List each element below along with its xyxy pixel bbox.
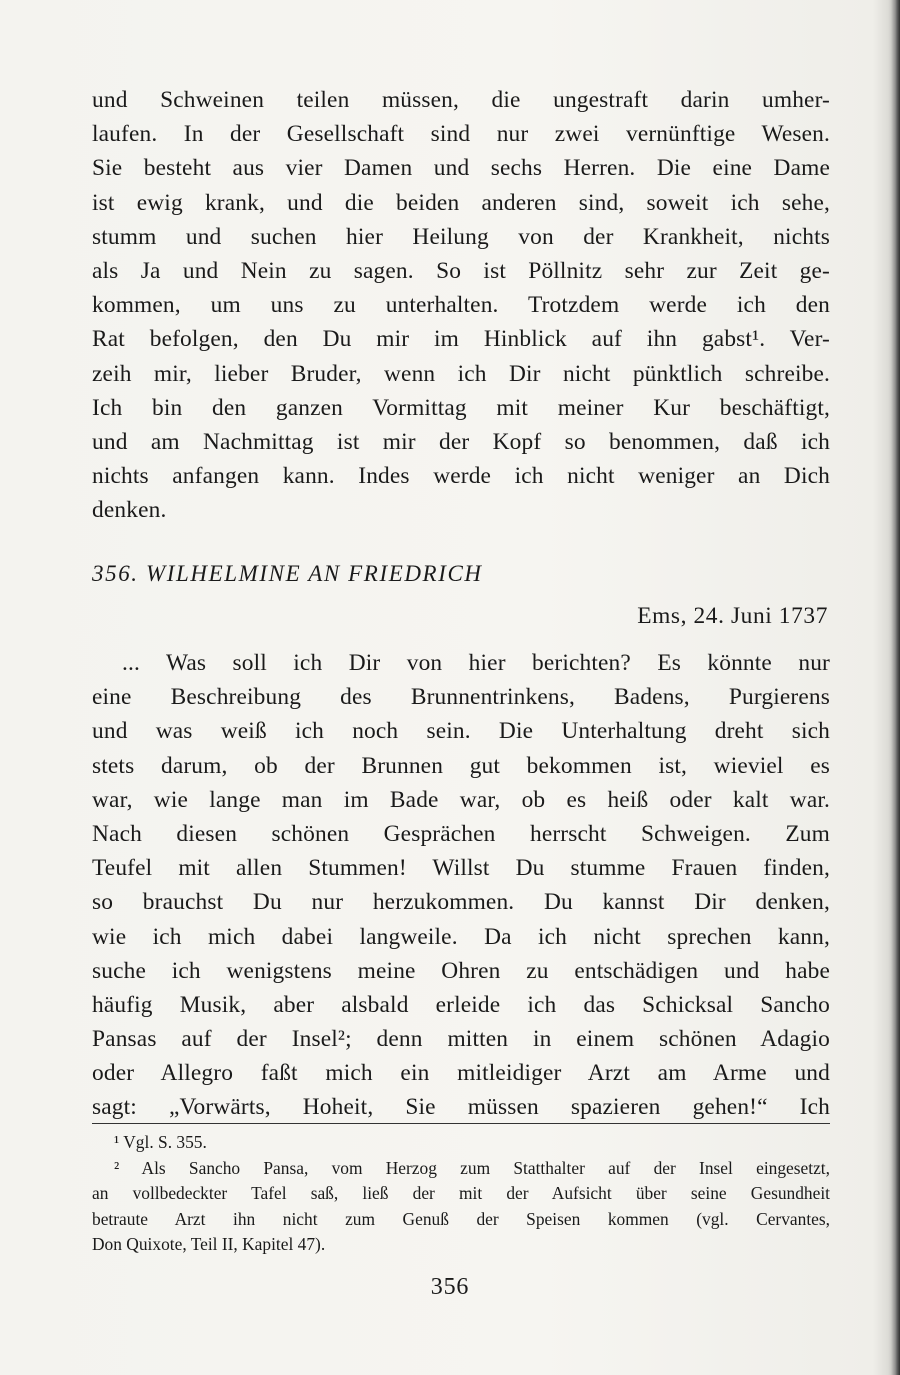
text-line: stets darum, ob der Brunnen gut bekommen ist, wieviel es [92, 752, 830, 779]
text-line: so brauchst Du nur herzukommen. Du kannst Dir denken, [92, 889, 830, 916]
text-line: nichts anfangen kann. Indes werde ich nicht weniger an Dich [92, 463, 830, 490]
text-line: Ich bin den ganzen Vormittag mit meiner Kur beschäftigt, [92, 394, 830, 421]
text-line: häufig Musik, aber alsbald erleide ich das Schicksal Sancho [92, 991, 830, 1018]
page-edge-shadow [888, 0, 900, 1375]
footnote-2-line: ² Als Sancho Pansa, vom Herzog zum Statthalter auf der Insel eingesetzt, [114, 1157, 830, 1178]
text-line: kommen, um uns zu unterhalten. Trotzdem werde ich den [92, 292, 830, 319]
text-line: ... Was soll ich Dir von hier berichten? Es könnte nur [122, 650, 830, 676]
footnote-2-line: betraute Arzt ihn nicht zum Genuß der Speisen kommen (vgl. Cervantes, [92, 1208, 830, 1229]
text-line: denken. [92, 497, 167, 524]
footnote-2-line: Don Quixote, Teil II, Kapitel 47). [92, 1234, 326, 1255]
text-line: ist ewig krank, und die beiden anderen sind, soweit ich sehe, [92, 189, 830, 216]
text-line: laufen. In der Gesellschaft sind nur zwei vernünftige Wesen. [92, 121, 830, 148]
text-line: eine Beschreibung des Brunnentrinkens, Badens, Purgierens [92, 684, 830, 711]
footnote-2-line: an vollbedeckter Tafel saß, ließ der mit der Aufsicht über seine Gesundheit [92, 1183, 830, 1204]
text-line: oder Allegro faßt mich ein mitleidiger Arzt am Arme und [92, 1060, 830, 1087]
text-line: sagt: „Vorwärts, Hoheit, Sie müssen spazieren gehen!“ Ich [92, 1094, 830, 1121]
text-line: und am Nachmittag ist mir der Kopf so benommen, daß ich [92, 428, 830, 455]
letter-text-continued [92, 83, 830, 527]
footnotes [92, 1130, 830, 1258]
text-line: Nach diesen schönen Gesprächen herrscht Schweigen. Zum [92, 820, 830, 847]
text-line: stumm und suchen hier Heilung von der Krankheit, nichts [92, 223, 830, 250]
text-line: war, wie lange man im Bade war, ob es heiß oder kalt war. [92, 786, 830, 813]
text-line: Pansas auf der Insel²; denn mitten in einem schönen Adagio [92, 1026, 830, 1053]
text-line: wie ich mich dabei langweile. Da ich nicht sprechen kann, [92, 923, 830, 950]
text-line: als Ja und Nein zu sagen. So ist Pöllnitz sehr zur Zeit ge- [92, 257, 830, 284]
letter-text [92, 646, 830, 1125]
footnote-divider [92, 1123, 830, 1124]
letter-dateline: Ems, 24. Juni 1737 [637, 603, 828, 629]
letter-heading: 356. WILHELMINE AN FRIEDRICH [92, 561, 483, 586]
footnote-1: ¹ Vgl. S. 355. [114, 1132, 207, 1152]
page-number: 356 [430, 1274, 470, 1300]
text-line: und Schweinen teilen müssen, die ungestraft darin umher- [92, 87, 830, 113]
text-line: Sie besteht aus vier Damen und sechs Herren. Die eine Dame [92, 155, 830, 182]
text-line: suche ich wenigstens meine Ohren zu entschädigen und habe [92, 957, 830, 984]
text-line: zeih mir, lieber Bruder, wenn ich Dir nicht pünktlich schreibe. [92, 360, 830, 387]
text-line: Teufel mit allen Stummen! Willst Du stumme Frauen finden, [92, 855, 830, 882]
text-line: und was weiß ich noch sein. Die Unterhaltung dreht sich [92, 718, 830, 745]
text-line: Rat befolgen, den Du mir im Hinblick auf ihn gabst¹. Ver- [92, 326, 830, 353]
